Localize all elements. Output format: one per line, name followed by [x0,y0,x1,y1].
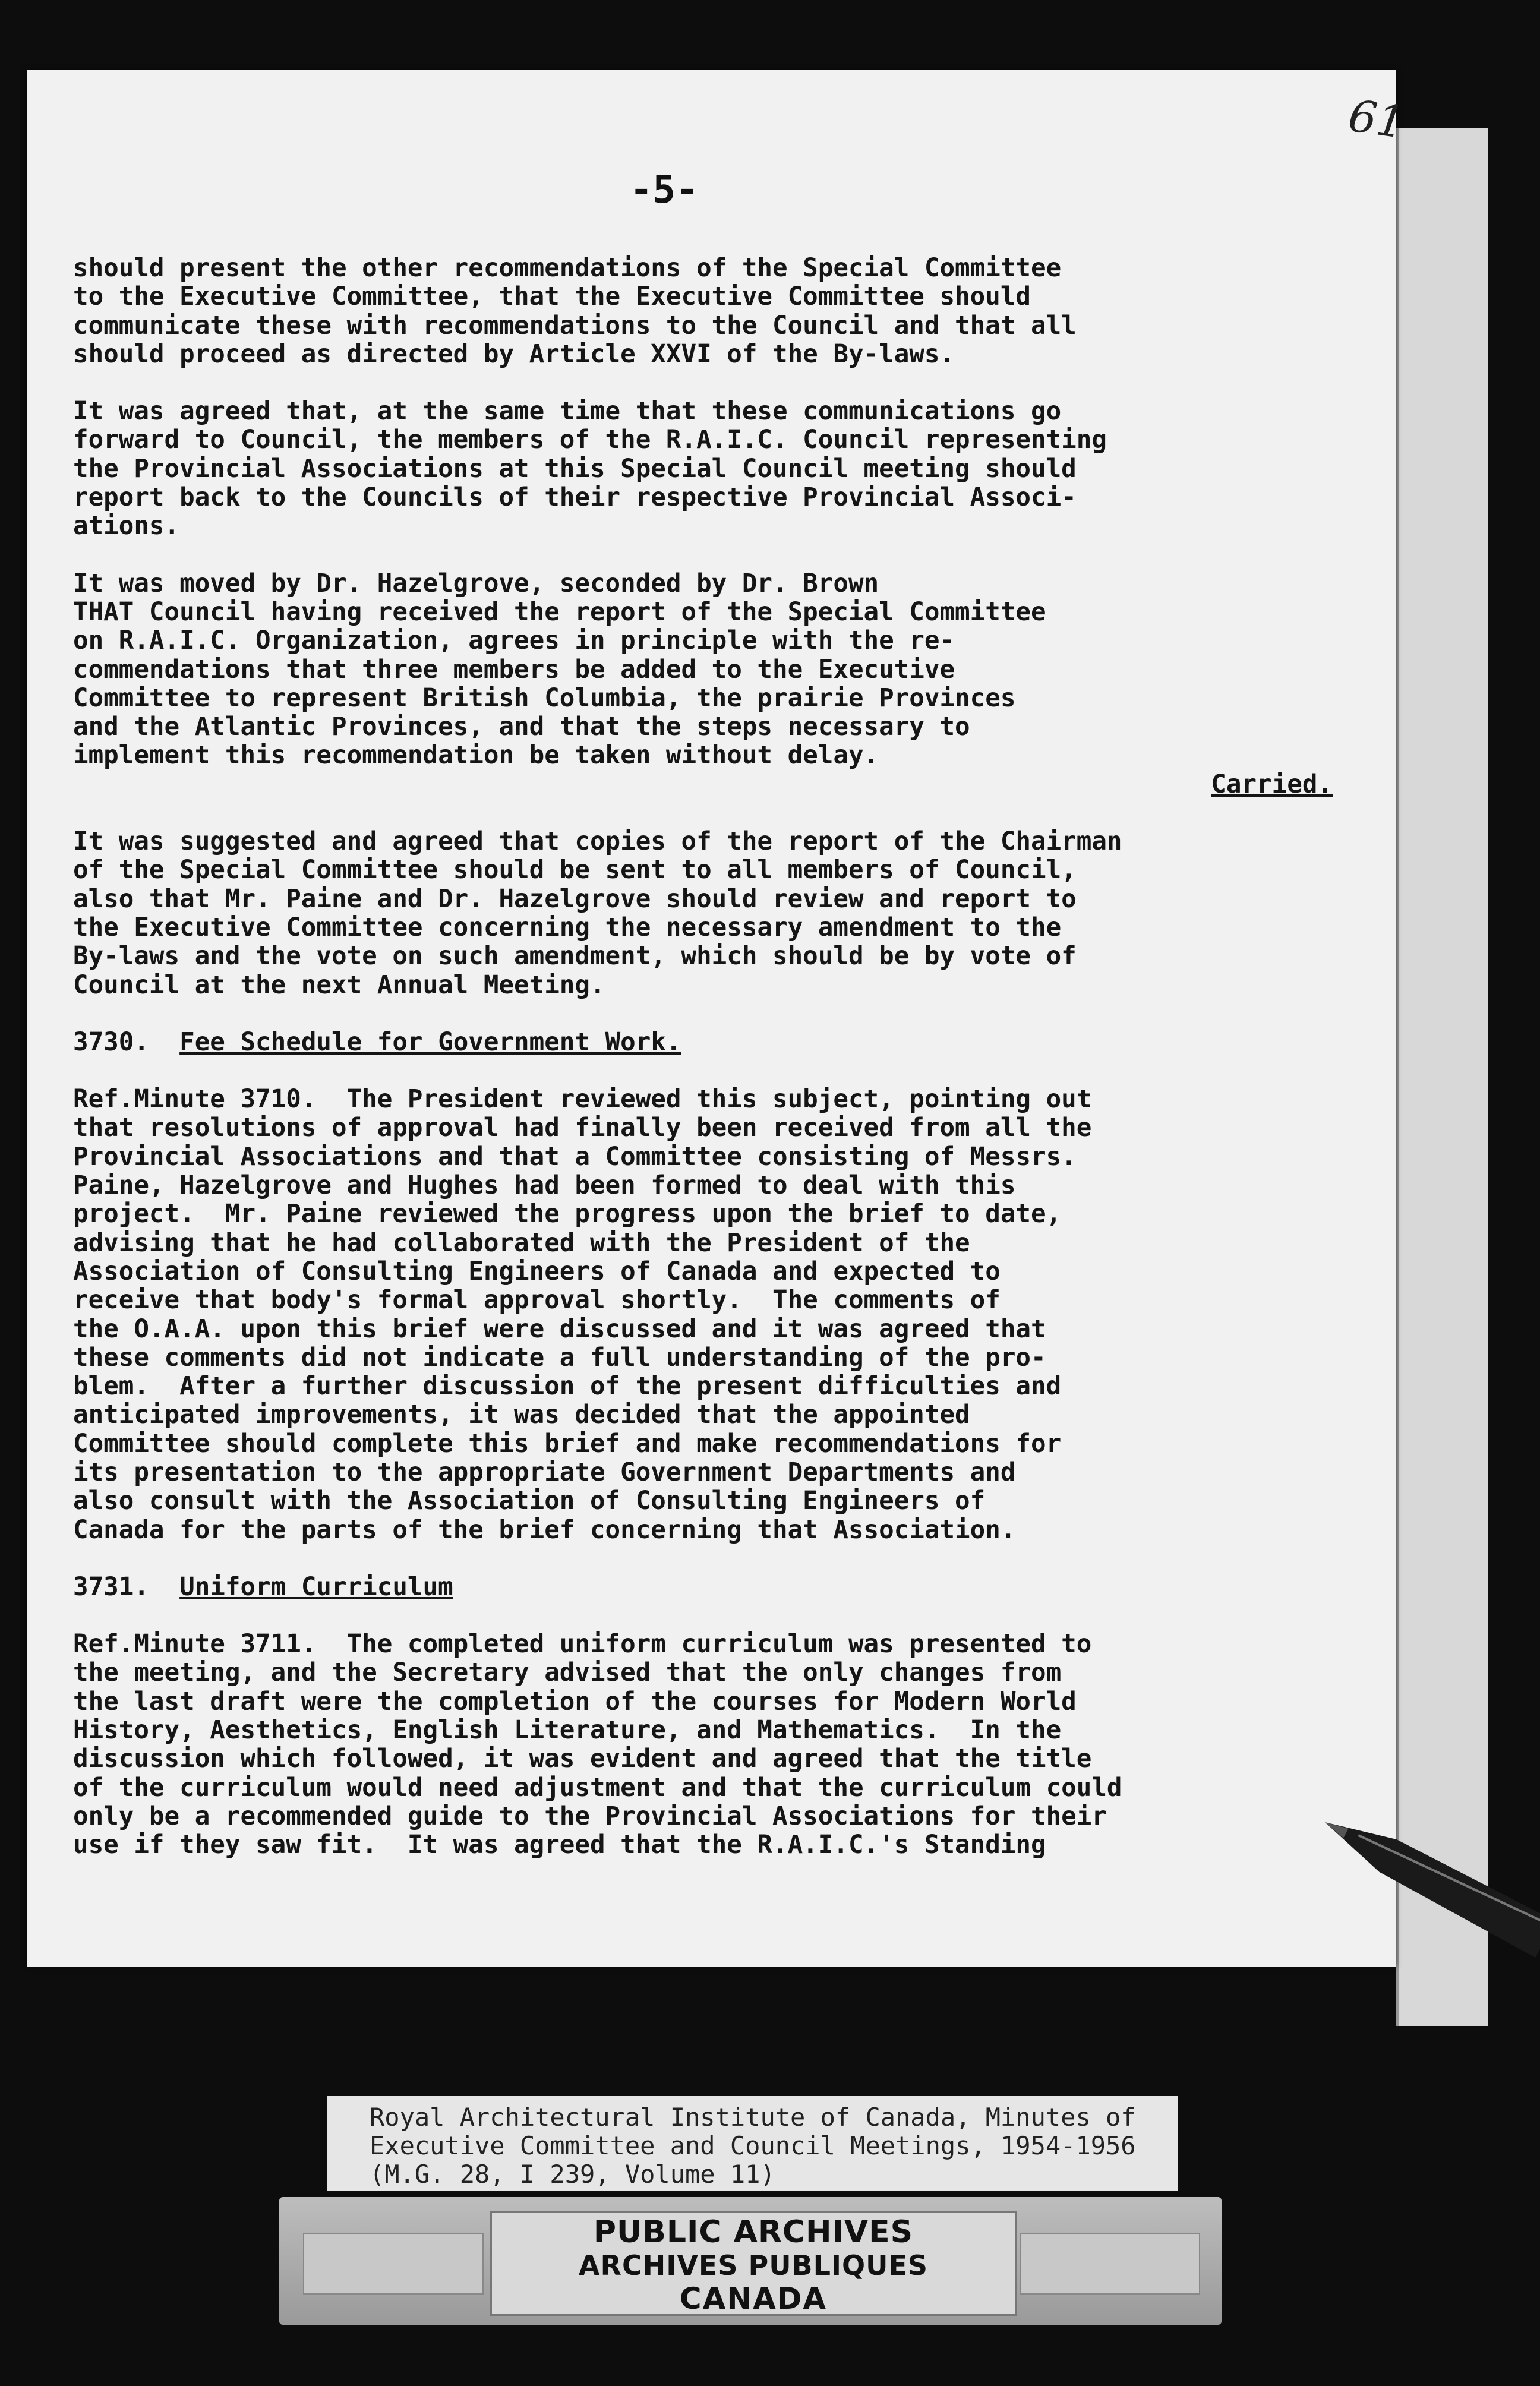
text-line: communicate these with recommendations to the Council and that all [73,311,1077,340]
section-title: Uniform Curriculum [179,1572,453,1602]
section-number: 3731. [73,1572,149,1602]
page-number: -5- [630,168,699,212]
text-line: Paine, Hazelgrove and Hughes had been formed to deal with this [73,1171,1016,1201]
text-line: should proceed as directed by Article XXVI of the By-laws. [73,339,955,369]
stamp-label [490,2211,1017,2316]
text-line: also consult with the Association of Consulting Engineers of [73,1486,986,1516]
text-line: Council at the next Annual Meeting. [73,970,605,1000]
motion-paragraph [73,570,1339,799]
caption-line: Executive Committee and Council Meetings, 1954-1956 [370,2131,1136,2160]
text-line: that resolutions of approval had finally been received from all the [73,1113,1092,1143]
text-line: It was agreed that, at the same time that these communications go [73,397,1062,427]
stamp-line: PUBLIC ARCHIVES [593,2214,914,2250]
text-line: Ref.Minute 3711. The completed uniform curriculum was presented to [73,1630,1092,1659]
text-line: It was moved by Dr. Hazelgrove, seconded by Dr. Brown [73,569,879,598]
text-line: Association of Consulting Engineers of Canada and expected to [73,1257,1001,1286]
archive-caption [327,2096,1178,2191]
text-line: these comments did not indicate a full understanding of the pro- [73,1343,1046,1372]
archives-stamp [279,2197,1222,2325]
paragraph-2 [73,397,1339,541]
text-line: THAT Council having received the report of the Special Committee [73,597,1046,627]
text-line: its presentation to the appropriate Government Departments and [73,1457,1016,1487]
text-line: the Executive Committee concerning the necessary amendment to the [73,913,1062,942]
text-line: also that Mr. Paine and Dr. Hazelgrove should review and report to [73,884,1077,914]
text-line: the Provincial Associations at this Special Council meeting should [73,454,1077,484]
text-line: the meeting, and the Secretary advised that the only changes from [73,1658,1062,1688]
text-line: the last draft were the completion of the courses for Modern World [73,1687,1077,1716]
text-line: of the Special Committee should be sent to all members of Council, [73,856,1077,885]
text-line: History, Aesthetics, English Literature, and Mathematics. In the [73,1716,1062,1746]
text-line: receive that body's formal approval shortly. The comments of [73,1286,1001,1315]
text-line: should present the other recommendations of the Special Committee [73,254,1062,283]
paragraph-1 [73,254,1339,369]
text-line: It was suggested and agreed that copies of the report of the Chairman [73,827,1122,857]
text-line: and the Atlantic Provinces, and that the steps necessary to [73,712,970,742]
text-line: report back to the Councils of their respective Provincial Associ- [73,483,1077,513]
text-line: on R.A.I.C. Organization, agrees in principle with the re- [73,626,955,656]
text-line: By-laws and the vote on such amendment, which should be by vote of [73,942,1077,971]
document-page [27,70,1408,1967]
text-line: Ref.Minute 3710. The President reviewed this subject, pointing out [73,1085,1092,1115]
text-line: of the curriculum would need adjustment and that the curriculum could [73,1773,1122,1803]
text-line: advising that he had collaborated with the President of the [73,1228,970,1258]
section-3730-body [73,1085,1339,1545]
text-line: forward to Council, the members of the R.A.I.C. Council representing [73,425,1107,455]
carried-label: Carried. [1211,769,1333,799]
text-line: project. Mr. Paine reviewed the progress upon the brief to date, [73,1200,1062,1229]
text-line: Committee to represent British Columbia, the prairie Provinces [73,683,1016,713]
caption-line: (M.G. 28, I 239, Volume 11) [370,2160,775,2189]
text-line: commendations that three members be added to the Executive [73,655,955,684]
section-3731-body [73,1630,1339,1860]
text-line: Provincial Associations and that a Committee consisting of Messrs. [73,1142,1077,1172]
stamp-line: ARCHIVES PUBLIQUES [578,2249,929,2281]
text-line: use if they saw fit. It was agreed that the R.A.I.C.'s Standing [73,1830,1046,1860]
page-edge [1396,128,1488,2026]
stamp-tab [1020,2233,1200,2295]
text-line: Canada for the parts of the brief concerning that Association. [73,1515,1016,1545]
section-heading-3730 [73,1028,1339,1057]
section-number: 3730. [73,1027,149,1057]
text-line: blem. After a further discussion of the present difficulties and [73,1372,1062,1402]
text-line: anticipated improvements, it was decided that the appointed [73,1400,970,1430]
section-heading-3731 [73,1573,1339,1602]
paragraph-4 [73,828,1339,1000]
text-line: only be a recommended guide to the Provincial Associations for their [73,1801,1107,1831]
section-title: Fee Schedule for Government Work. [179,1027,681,1057]
text-line: ations. [73,512,180,541]
text-line: implement this recommendation be taken without delay. [73,741,879,771]
text-line: the O.A.A. upon this brief were discussed and it was agreed that [73,1314,1046,1344]
stamp-tab [303,2233,484,2295]
text-line: to the Executive Committee, that the Executive Committee should [73,282,1031,312]
caption-line: Royal Architectural Institute of Canada, Minutes of [370,2103,1136,2132]
text-line: Committee should complete this brief and make recommendations for [73,1429,1062,1459]
stamp-line: CANADA [679,2281,828,2316]
folio-number: 61 [1345,90,1408,149]
text-line: discussion which followed, it was evident and agreed that the title [73,1744,1092,1774]
minutes-text [73,254,1339,1889]
